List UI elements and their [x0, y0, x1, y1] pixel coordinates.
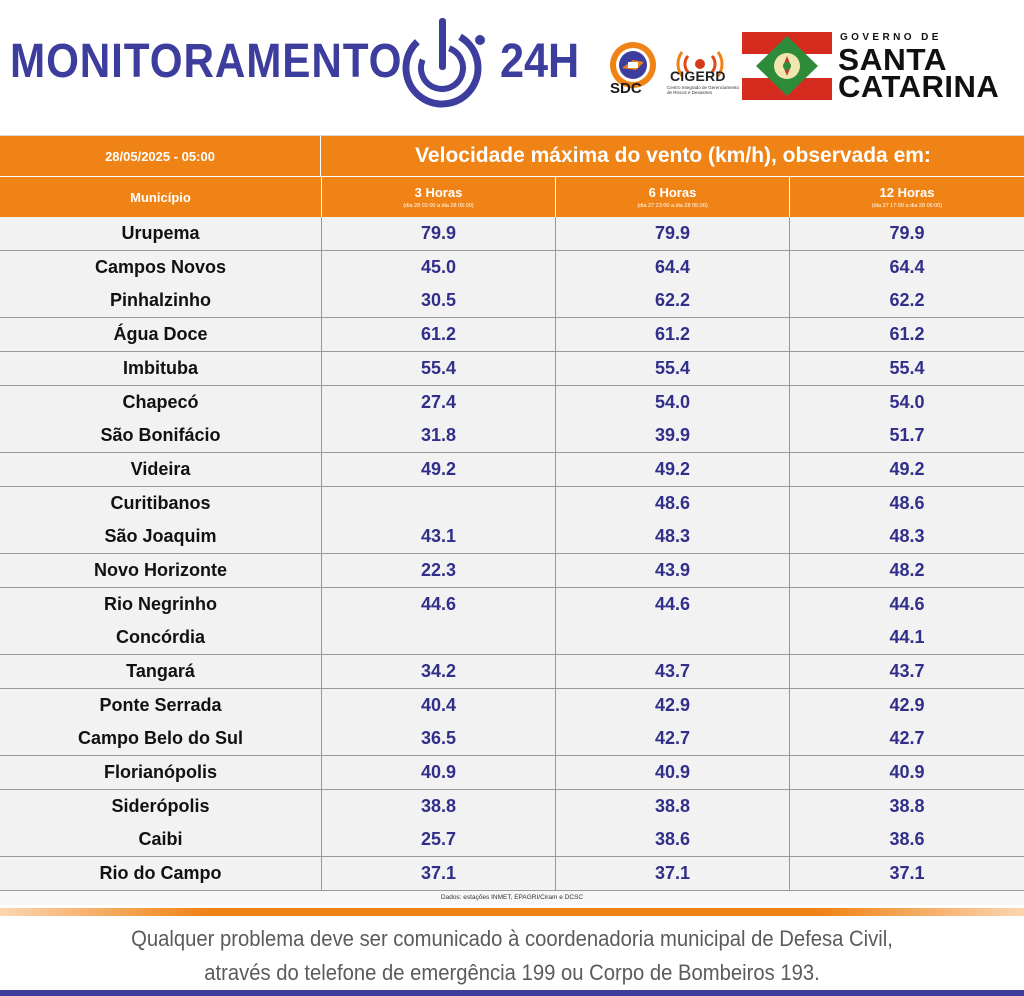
municipio-cell: Novo Horizonte	[0, 554, 322, 587]
value-6h-cell: 43.9	[556, 554, 790, 587]
value-12h-cell: 44.1	[889, 627, 925, 647]
table-row	[0, 217, 1024, 251]
value-12h-cell: 42.7	[889, 728, 925, 748]
municipio-cell: Campos Novos	[0, 251, 322, 284]
value-6h-cell: 61.2	[556, 318, 790, 351]
value-12h-cell: 61.2	[889, 324, 925, 344]
value-6h-cell: 44.6	[556, 588, 790, 621]
value-3h-cell: 37.1	[322, 857, 556, 890]
value-12h-cell: 43.7	[889, 661, 925, 681]
value-12h-cell: 48.2	[889, 560, 925, 580]
value-12h-cell: 42.9	[889, 695, 925, 715]
value-3h-cell: 38.8	[322, 790, 556, 823]
value-12h-cell: 64.4	[889, 257, 925, 277]
value-6h-cell: 79.9	[556, 217, 790, 250]
col-header-municipio	[0, 177, 322, 217]
table-row	[0, 554, 1024, 588]
table-row	[0, 487, 1024, 521]
value-3h-cell: 79.9	[322, 217, 556, 250]
table-row	[0, 790, 1024, 824]
value-3h-cell	[322, 487, 556, 520]
table-row	[0, 419, 1024, 453]
power-icon	[398, 10, 494, 110]
municipio-cell: Rio do Campo	[0, 857, 322, 890]
table-row	[0, 857, 1024, 891]
col-header-12h	[790, 177, 1024, 217]
municipio-cell: Florianópolis	[0, 756, 322, 789]
table-row	[0, 621, 1024, 655]
col-header-3h-label: 3 Horas	[414, 185, 463, 200]
cigerd-label: CIGERD	[670, 68, 726, 84]
col-header-12h-range: (dia 27 17:00 a dia 28 05:00)	[871, 203, 943, 209]
table-title: Velocidade máxima do vento (km/h), observada em:	[415, 144, 931, 167]
value-12h-cell: 48.3	[889, 526, 925, 546]
value-6h-cell: 55.4	[556, 352, 790, 385]
value-3h-cell: 34.2	[322, 655, 556, 688]
data-source-note: Dados: estações INMET, EPAGRI/Ciram e DCSC	[0, 891, 1024, 905]
col-header-3h-range: (dia 28 02:00 a dia 28 05:00)	[403, 203, 474, 209]
value-6h-cell: 37.1	[556, 857, 790, 890]
table-row	[0, 588, 1024, 622]
cigerd-subtitle: Centro Integrado de Gerenciamento de Riscos e Desastres	[667, 85, 740, 95]
col-header-6h-label: 6 Horas	[648, 185, 697, 200]
col-header-6h	[556, 177, 790, 217]
value-12h-cell: 38.6	[889, 829, 925, 849]
value-3h-cell: 40.4	[322, 689, 556, 722]
value-6h-cell: 48.3	[556, 520, 790, 553]
value-6h-cell: 43.7	[556, 655, 790, 688]
value-6h-cell: 62.2	[556, 284, 790, 317]
value-6h-cell: 40.9	[556, 756, 790, 789]
table-row	[0, 823, 1024, 857]
value-12h-cell: 51.7	[889, 425, 925, 445]
table-row	[0, 655, 1024, 689]
title-24h: 24H	[500, 35, 580, 88]
municipio-cell: Pinhalzinho	[0, 284, 322, 317]
value-3h-cell: 40.9	[322, 756, 556, 789]
value-6h-cell: 49.2	[556, 453, 790, 486]
table-row	[0, 756, 1024, 790]
table-row	[0, 318, 1024, 352]
table-row	[0, 386, 1024, 420]
value-3h-cell: 49.2	[322, 453, 556, 486]
municipio-cell: Tangará	[0, 655, 322, 688]
municipio-cell: São Joaquim	[0, 520, 322, 553]
value-12h-cell: 37.1	[889, 863, 925, 883]
value-12h-cell: 49.2	[889, 459, 925, 479]
santa-catarina-flag-icon	[742, 32, 832, 100]
col-header-municipio-label: Município	[130, 189, 191, 205]
value-3h-cell: 55.4	[322, 352, 556, 385]
value-3h-cell	[322, 621, 556, 654]
municipio-cell: Rio Negrinho	[0, 588, 322, 621]
page-header	[0, 0, 1024, 136]
municipio-cell: Campo Belo do Sul	[0, 722, 322, 755]
footer-divider	[0, 908, 1024, 916]
value-3h-cell: 25.7	[322, 823, 556, 856]
value-3h-cell: 27.4	[322, 386, 556, 419]
municipio-cell: Siderópolis	[0, 790, 322, 823]
table-row	[0, 722, 1024, 756]
value-6h-cell: 38.6	[556, 823, 790, 856]
value-12h-cell: 38.8	[889, 796, 925, 816]
value-6h-cell: 48.6	[556, 487, 790, 520]
value-12h-cell: 55.4	[889, 358, 925, 378]
table-row	[0, 284, 1024, 318]
value-6h-cell: 64.4	[556, 251, 790, 284]
municipio-cell: Ponte Serrada	[0, 689, 322, 722]
report-date: 28/05/2025 - 05:00	[0, 136, 321, 176]
value-12h-cell: 40.9	[889, 762, 925, 782]
value-3h-cell: 31.8	[322, 419, 556, 452]
footer-line-2: através do telefone de emergência 199 ou Corpo de Bombeiros 193.	[204, 960, 820, 985]
value-3h-cell: 61.2	[322, 318, 556, 351]
value-3h-cell: 43.1	[322, 520, 556, 553]
governo-de-label: GOVERNO DE	[840, 32, 942, 43]
value-3h-cell: 44.6	[322, 588, 556, 621]
municipio-cell: São Bonifácio	[0, 419, 322, 452]
footer-line-1: Qualquer problema deve ser comunicado à coordenadoria municipal de Defesa Civil,	[131, 926, 893, 951]
municipio-cell: Concórdia	[0, 621, 322, 654]
value-12h-cell: 44.6	[889, 594, 925, 614]
col-header-12h-label: 12 Horas	[879, 185, 935, 200]
municipio-cell: Videira	[0, 453, 322, 486]
value-3h-cell: 30.5	[322, 284, 556, 317]
table-row	[0, 251, 1024, 285]
value-12h-cell: 54.0	[889, 392, 925, 412]
value-6h-cell: 42.7	[556, 722, 790, 755]
value-3h-cell: 22.3	[322, 554, 556, 587]
monitoramento-title: MONITORAMENTO	[10, 35, 403, 88]
value-12h-cell: 79.9	[889, 223, 925, 243]
value-12h-cell: 48.6	[889, 493, 925, 513]
value-3h-cell: 36.5	[322, 722, 556, 755]
value-6h-cell: 38.8	[556, 790, 790, 823]
value-12h-cell: 62.2	[889, 290, 925, 310]
municipio-cell: Curitibanos	[0, 487, 322, 520]
table-row	[0, 520, 1024, 554]
table-row	[0, 352, 1024, 386]
value-6h-cell	[556, 621, 790, 654]
state-name-line2: CATARINA	[838, 69, 1000, 104]
state-name-line1: SANTA	[838, 42, 948, 77]
value-6h-cell: 39.9	[556, 419, 790, 452]
value-6h-cell: 42.9	[556, 689, 790, 722]
municipio-cell: Água Doce	[0, 318, 322, 351]
value-6h-cell: 54.0	[556, 386, 790, 419]
municipio-cell: Chapecó	[0, 386, 322, 419]
footer-notice	[41, 922, 983, 990]
col-header-6h-range: (dia 27 23:00 a dia 28 05:00)	[637, 203, 708, 209]
value-3h-cell: 45.0	[322, 251, 556, 284]
municipio-cell: Urupema	[0, 217, 322, 250]
table-row	[0, 689, 1024, 723]
col-header-3h	[322, 177, 556, 217]
table-row	[0, 453, 1024, 487]
municipio-cell: Imbituba	[0, 352, 322, 385]
sdc-label: SDC	[610, 80, 642, 97]
bottom-bar	[0, 990, 1024, 996]
municipio-cell: Caibi	[0, 823, 322, 856]
